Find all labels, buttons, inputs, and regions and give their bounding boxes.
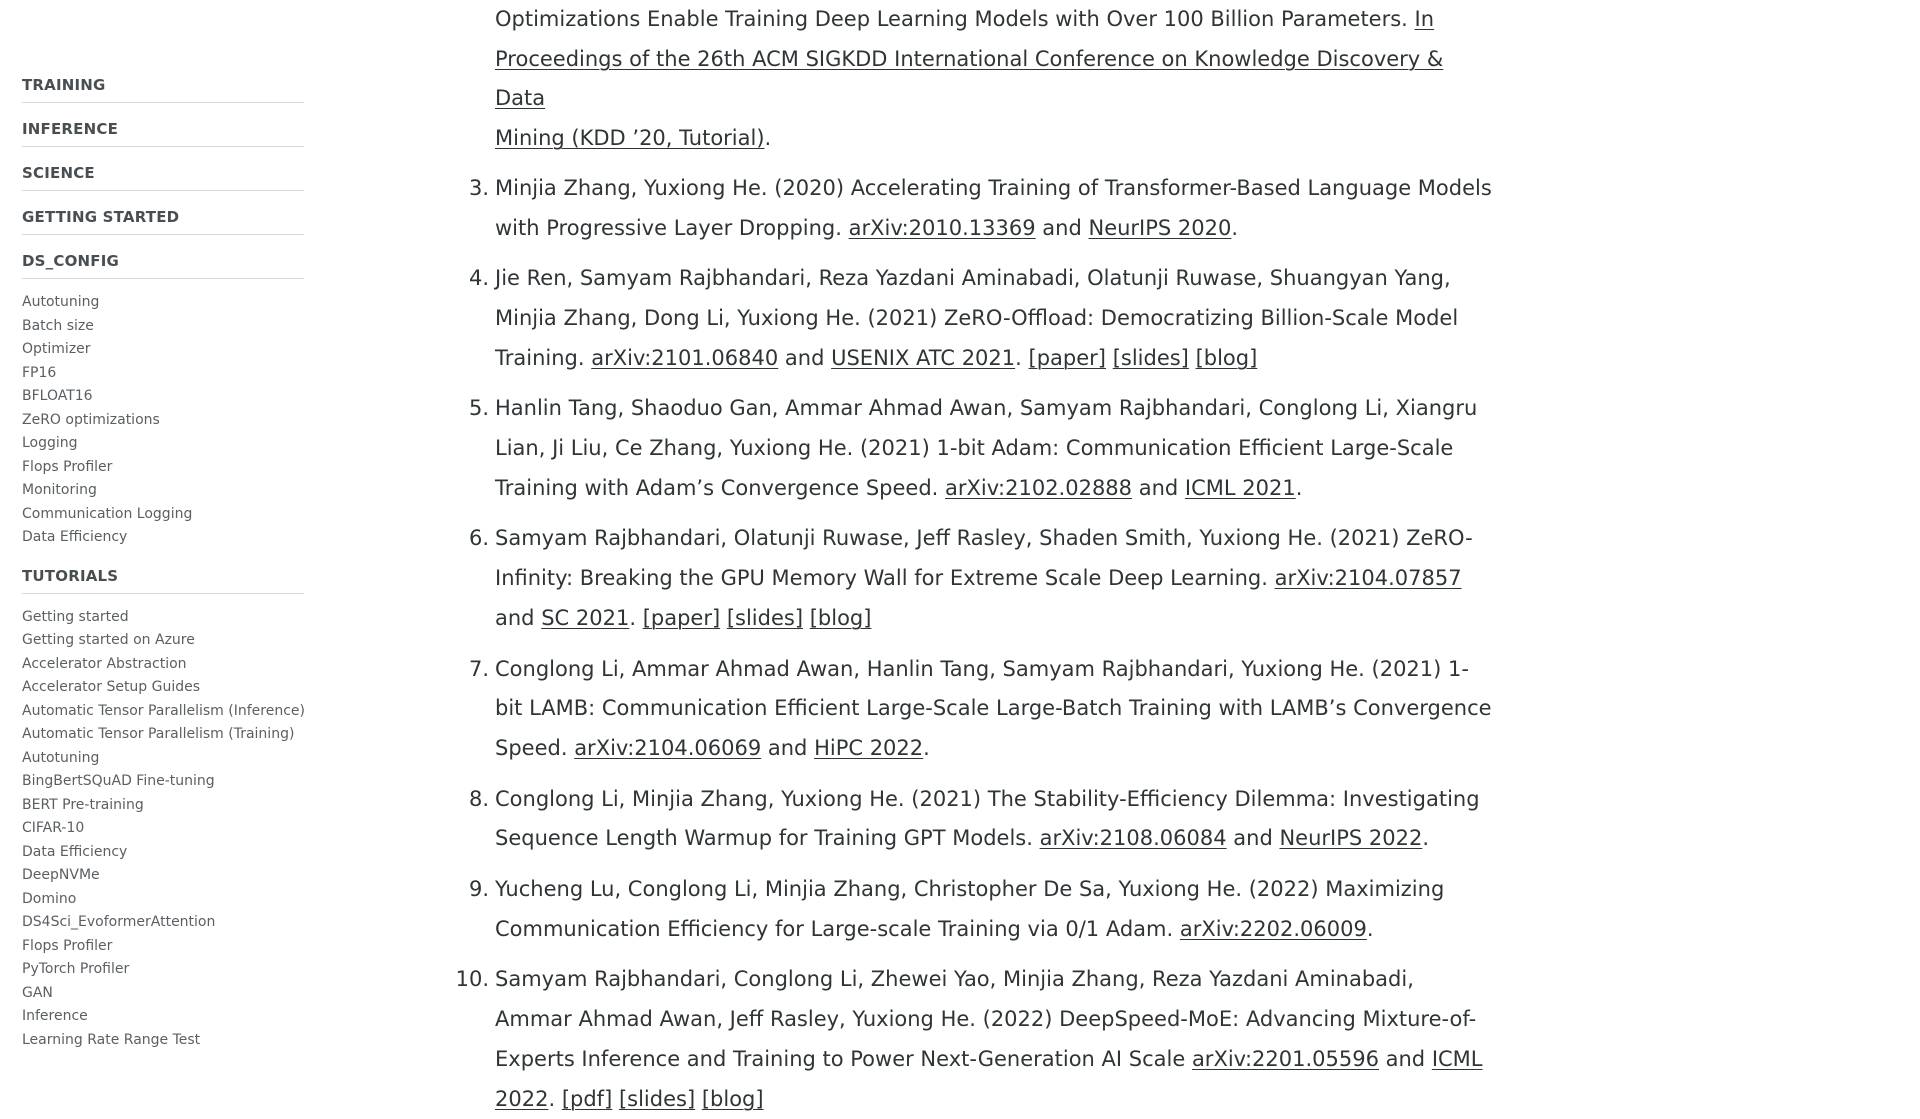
references-content xyxy=(455,0,1495,1111)
reference-link[interactable]: NeurIPS 2020 xyxy=(1088,215,1232,240)
sidebar-item[interactable]: Optimizer xyxy=(22,341,91,357)
sidebar-item[interactable]: Learning Rate Range Test xyxy=(22,1031,201,1048)
reference-item xyxy=(455,650,1495,769)
reference-list xyxy=(455,169,1495,1119)
connector-space xyxy=(612,1087,619,1111)
reference-link[interactable]: arXiv:2010.13369 xyxy=(848,215,1036,240)
reference-2-link-in[interactable]: In xyxy=(1414,7,1435,31)
nav-section-title-ds-config[interactable]: DS_CONFIG xyxy=(22,246,304,279)
connector-period: . xyxy=(548,1086,556,1111)
sidebar-item[interactable]: Autotuning xyxy=(22,749,100,766)
connector-space xyxy=(1022,346,1029,370)
reference-item xyxy=(455,169,1495,248)
nav-section-title-science[interactable]: SCIENCE xyxy=(22,158,304,191)
reference-link[interactable]: [paper] xyxy=(1028,345,1106,370)
connector-space xyxy=(1189,346,1196,370)
sidebar-item[interactable]: BFLOAT16 xyxy=(22,388,93,404)
connector-and: and xyxy=(495,605,542,630)
nav-section-title-tutorials[interactable]: TUTORIALS xyxy=(22,561,304,594)
sidebar-item[interactable]: Autotuning xyxy=(22,294,100,310)
reference-link[interactable]: [slides] xyxy=(618,1086,696,1111)
reference-number: 7. xyxy=(468,656,489,681)
connector-period: . xyxy=(1422,826,1430,851)
reference-text: Jie Ren, Samyam Rajbhandari, Reza Yazdani Aminabadi, Olatunji Ruwase, Shuangyan Yang, Minjia Zhang, Dong Li, Yuxiong He. (2021) ZeRO-Offload: Democratizing Billion-Scale Model Training. xyxy=(495,266,1459,370)
reference-link[interactable]: arXiv:2104.07857 xyxy=(1274,566,1462,591)
sidebar-item[interactable]: Getting started xyxy=(22,608,129,625)
reference-number: 6. xyxy=(468,526,489,551)
nav-section-getting-started xyxy=(22,202,304,235)
connector-and: and xyxy=(1378,1046,1432,1071)
sidebar-item[interactable]: FP16 xyxy=(22,364,57,381)
sidebar-sections xyxy=(22,70,304,1052)
connector-period: . xyxy=(629,605,636,630)
sidebar-nav xyxy=(22,70,304,1047)
reference-link[interactable]: [slides] xyxy=(1112,345,1189,370)
reference-link[interactable]: [blog] xyxy=(1195,345,1258,370)
reference-2-end: . xyxy=(764,126,772,151)
reference-item xyxy=(455,960,1495,1119)
sidebar-item[interactable]: Domino xyxy=(22,890,77,907)
sidebar-item[interactable]: Data Efficiency xyxy=(22,529,128,545)
connector-space xyxy=(695,1087,702,1111)
reference-link[interactable]: arXiv:2102.02888 xyxy=(945,475,1133,500)
reference-2-text: Optimizations Enable Training Deep Learning Models with Over 100 Billion Parameters. xyxy=(495,7,1415,31)
reference-text: Samyam Rajbhandari, Conglong Li, Zhewei Yao, Minjia Zhang, Reza Yazdani Aminabadi, Ammar Ahmad Awan, Jeff Rasley, Yuxiong He. (2022) DeepSpeed-MoE: Advancing Mixture-of-Experts Inference and Training to Power Next-Generation AI Scale xyxy=(495,967,1477,1071)
reference-link[interactable]: [blog] xyxy=(701,1086,764,1111)
reference-text: Hanlin Tang, Shaoduo Gan, Ammar Ahmad Awan, Samyam Rajbhandari, Conglong Li, Xiangru Lian, Ji Liu, Ce Zhang, Yuxiong He. (2021) 1-bit Adam: Communication Efficient Large-Scale Training with Adam’s Convergence Speed. xyxy=(495,396,1478,500)
connector-and: and xyxy=(1035,215,1089,240)
reference-link[interactable]: arXiv:2108.06084 xyxy=(1039,826,1227,851)
reference-number: 5. xyxy=(468,396,489,421)
reference-text: Conglong Li, Ammar Ahmad Awan, Hanlin Tang, Samyam Rajbhandari, Yuxiong He. (2021) 1-bit LAMB: Communication Efficient Large-Scale Large-Batch Training with LAMB’s Convergence Speed. xyxy=(495,656,1492,760)
sidebar-item[interactable]: Logging xyxy=(22,435,78,451)
reference-link[interactable]: arXiv:2104.06069 xyxy=(574,735,762,760)
sidebar-item[interactable]: DS4Sci_EvoformerAttention xyxy=(22,914,216,930)
reference-link[interactable]: [slides] xyxy=(726,605,804,630)
sidebar-item[interactable]: ZeRO optimizations xyxy=(22,411,160,428)
reference-text: Yucheng Lu, Conglong Li, Minjia Zhang, Christopher De Sa, Yuxiong He. (2022) Maximizing Communication Efficiency for Large-scale Training via 0/1 Adam. xyxy=(495,877,1445,941)
connector-period: . xyxy=(1295,475,1303,500)
reference-link[interactable]: [blog] xyxy=(809,605,872,630)
reference-number: 9. xyxy=(468,877,489,902)
connector-and: and xyxy=(761,735,815,760)
sidebar-item[interactable]: BERT Pre-training xyxy=(22,796,144,813)
reference-2-link-proceedings[interactable]: Proceedings of the 26th ACM SIGKDD International Conference on Knowledge Discovery & Data xyxy=(495,46,1444,111)
reference-number: 4. xyxy=(468,266,489,291)
connector-space xyxy=(803,606,810,630)
nav-section-science xyxy=(22,158,304,191)
reference-link[interactable]: HiPC 2022 xyxy=(814,735,924,760)
reference-link[interactable]: ICML 2022 xyxy=(495,1046,1483,1111)
sidebar-item[interactable]: CIFAR-10 xyxy=(22,820,85,836)
reference-text: Conglong Li, Minjia Zhang, Yuxiong He. (2021) The Stability-Efficiency Dilemma: Investigating Sequence Length Warmup for Training GPT Models. xyxy=(495,786,1480,851)
nav-section-title-getting-started[interactable]: GETTING STARTED xyxy=(22,202,304,235)
connector-and: and xyxy=(1226,826,1280,851)
connector-period: . xyxy=(1366,916,1374,941)
reference-text: Samyam Rajbhandari, Olatunji Ruwase, Jeff Rasley, Shaden Smith, Yuxiong He. (2021) ZeRO-Infinity: Breaking the GPU Memory Wall for Extreme Scale Deep Learning. xyxy=(495,526,1473,591)
reference-number: 8. xyxy=(468,786,489,811)
sidebar-item[interactable]: PyTorch Profiler xyxy=(22,961,130,977)
reference-item xyxy=(455,870,1495,949)
nav-list-tutorials xyxy=(22,606,304,1053)
reference-number: 3. xyxy=(468,175,489,200)
sidebar-item[interactable]: Inference xyxy=(22,1008,88,1024)
reference-2-link-kdd[interactable]: Mining (KDD ’20, Tutorial) xyxy=(495,126,765,151)
sidebar-item[interactable]: Automatic Tensor Parallelism (Training) xyxy=(22,726,295,742)
reference-link[interactable]: arXiv:2202.06009 xyxy=(1179,916,1367,941)
reference-text: Minjia Zhang, Yuxiong He. (2020) Accelerating Training of Transformer-Based Language Models with Progressive Layer Dropping. xyxy=(495,175,1492,240)
reference-link[interactable]: arXiv:2101.06840 xyxy=(591,345,779,370)
sidebar-item[interactable]: Monitoring xyxy=(22,482,97,498)
connector-period: . xyxy=(923,735,930,760)
nav-section-tutorials xyxy=(22,561,304,1053)
nav-section-title-training[interactable]: TRAINING xyxy=(22,70,304,103)
nav-section-title-inference[interactable]: INFERENCE xyxy=(22,114,304,147)
connector-and: and xyxy=(1132,475,1185,500)
nav-section-training xyxy=(22,70,304,103)
reference-link[interactable]: NeurIPS 2022 xyxy=(1279,826,1423,851)
sidebar-item[interactable]: Accelerator Abstraction xyxy=(22,655,187,672)
sidebar-item[interactable]: Communication Logging xyxy=(22,505,193,522)
reference-link[interactable]: [paper] xyxy=(642,605,721,630)
connector-period: . xyxy=(1231,215,1239,240)
reference-item xyxy=(455,389,1495,508)
sidebar-item[interactable]: Batch size xyxy=(22,317,94,334)
connector-period: . xyxy=(1015,345,1022,370)
reference-item xyxy=(455,259,1495,378)
reference-link[interactable]: USENIX ATC 2021 xyxy=(831,345,1016,370)
nav-section-inference xyxy=(22,114,304,147)
connector-and: and xyxy=(778,345,832,370)
sidebar-item[interactable]: Automatic Tensor Parallelism (Inference) xyxy=(22,702,305,719)
reference-item xyxy=(455,780,1495,859)
sidebar-item[interactable]: Data Efficiency xyxy=(22,843,128,860)
connector-space xyxy=(555,1087,562,1111)
connector-space xyxy=(1106,346,1113,370)
sidebar-item[interactable]: DeepNVMe xyxy=(22,867,100,883)
sidebar-item[interactable]: Accelerator Setup Guides xyxy=(22,679,201,695)
sidebar-item[interactable]: Flops Profiler xyxy=(22,458,113,475)
nav-list-ds-config xyxy=(22,291,304,550)
reference-item xyxy=(455,519,1495,638)
sidebar-item[interactable]: Getting started on Azure xyxy=(22,632,195,648)
connector-space xyxy=(636,606,643,630)
sidebar-item[interactable]: GAN xyxy=(22,984,53,1001)
reference-link[interactable]: SC 2021 xyxy=(541,605,630,630)
reference-2-continuation xyxy=(495,0,1495,159)
reference-link[interactable]: [pdf] xyxy=(561,1086,613,1111)
nav-section-ds-config xyxy=(22,246,304,550)
connector-space xyxy=(720,606,727,630)
reference-link[interactable]: ICML 2021 xyxy=(1184,475,1296,500)
reference-link[interactable]: arXiv:2201.05596 xyxy=(1191,1046,1379,1071)
sidebar-item[interactable]: Flops Profiler xyxy=(22,937,113,954)
sidebar-item[interactable]: BingBertSQuAD Fine-tuning xyxy=(22,773,215,789)
reference-number: 10. xyxy=(455,967,489,992)
